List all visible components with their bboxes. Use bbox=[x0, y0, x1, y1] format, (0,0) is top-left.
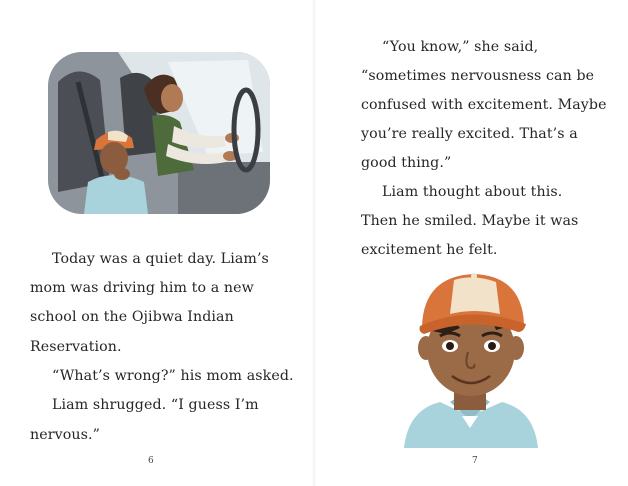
car-illustration bbox=[48, 52, 270, 214]
boy-portrait-illustration bbox=[400, 270, 542, 448]
text-line: “You know,” she said, bbox=[382, 39, 539, 55]
text-line: Then he smiled. Maybe it was bbox=[361, 213, 579, 229]
right-page bbox=[314, 0, 628, 486]
page-number: 7 bbox=[472, 456, 478, 466]
text-line: Liam thought about this. bbox=[382, 184, 563, 200]
text-line: excitement he felt. bbox=[361, 242, 498, 258]
text-line: mom was driving him to a new bbox=[30, 280, 254, 296]
text-line: nervous.” bbox=[30, 427, 100, 443]
text-line: you’re really excited. That’s a bbox=[361, 126, 578, 142]
right-page-text bbox=[361, 38, 623, 268]
text-line: Reservation. bbox=[30, 339, 122, 355]
page-number: 6 bbox=[148, 456, 154, 466]
text-line: “sometimes nervousness can be bbox=[361, 68, 595, 84]
text-line: confused with excitement. Maybe bbox=[361, 97, 607, 113]
text-line: Today was a quiet day. Liam’s bbox=[52, 251, 269, 267]
text-line: good thing.” bbox=[361, 155, 452, 171]
text-line: school on the Ojibwa Indian bbox=[30, 309, 234, 325]
text-line: Liam shrugged. “I guess I’m bbox=[52, 397, 259, 413]
text-line: “What’s wrong?” his mom asked. bbox=[52, 368, 294, 384]
left-page-text bbox=[30, 250, 300, 450]
